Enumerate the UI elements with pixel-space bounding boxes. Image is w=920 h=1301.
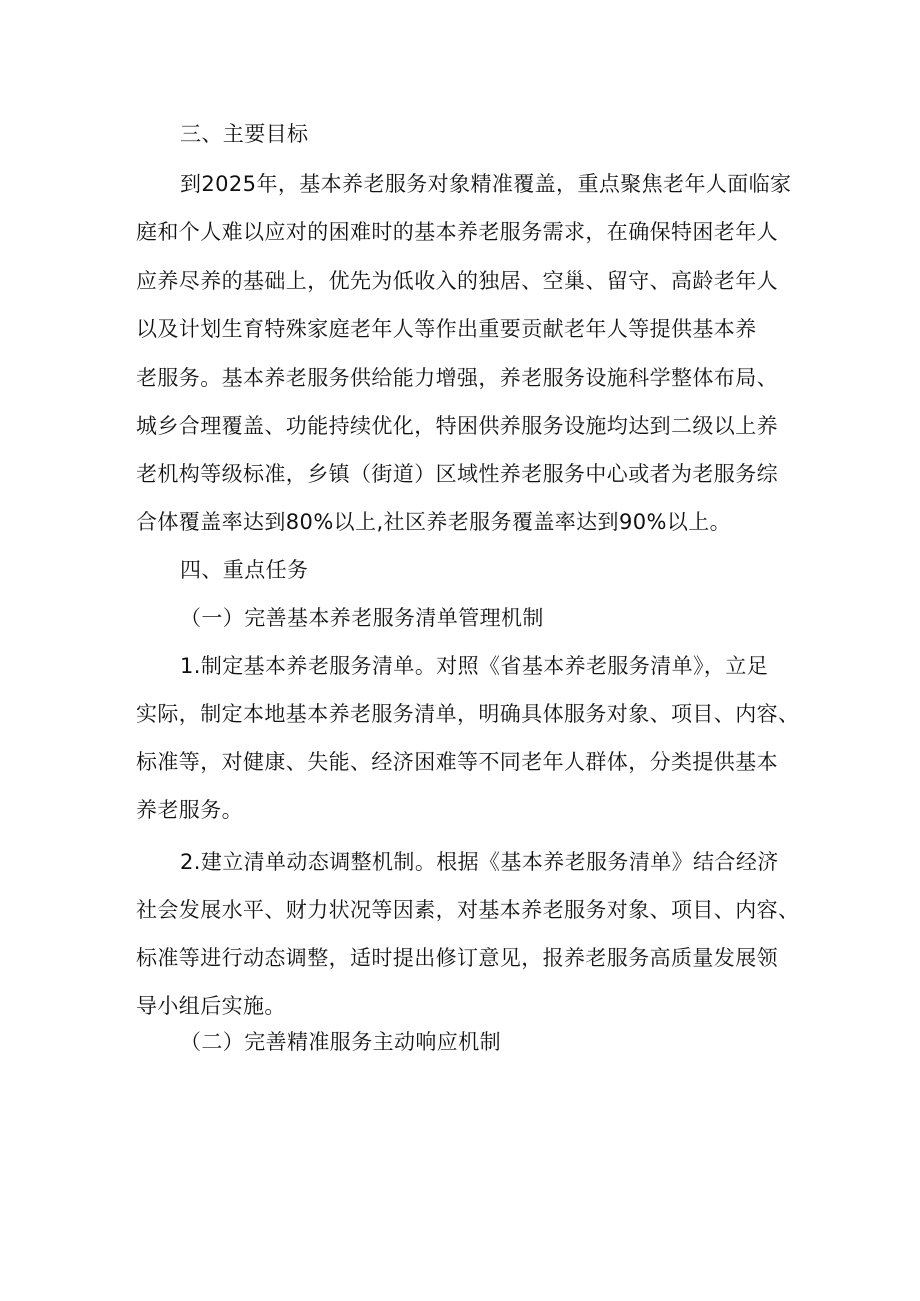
- paragraph-line: 标准等进行动态调整，适时提出修订意见，报养老服务高质量发展领: [136, 946, 778, 970]
- paragraph-line: 2.建立清单动态调整机制。根据《基本养老服务清单》结合经济: [180, 850, 779, 874]
- paragraph-line: 1.制定基本养老服务清单。对照《省基本养老服务清单》，立足: [180, 654, 769, 678]
- paragraph-line: 老机构等级标准，乡镇（街道）区域性养老服务中心或者为老服务综: [136, 462, 778, 486]
- subheading-list-management: （一）完善基本养老服务清单管理机制: [180, 606, 544, 630]
- paragraph-line: 以及计划生育特殊家庭老年人等作出重要贡献老年人等提供基本养: [136, 317, 757, 341]
- subheading-precise-service: （二）完善精准服务主动响应机制: [180, 1030, 501, 1054]
- paragraph-line: 到2025年，基本养老服务对象精准覆盖，重点聚焦老年人面临家: [180, 172, 792, 196]
- heading-key-tasks: 四、重点任务: [180, 558, 309, 582]
- heading-main-goals: 三、主要目标: [180, 122, 309, 146]
- paragraph-line: 导小组后实施。: [136, 994, 286, 1018]
- paragraph-line: 合体覆盖率达到80%以上,社区养老服务覆盖率达到90%以上。: [136, 510, 732, 534]
- paragraph-line: 庭和个人难以应对的困难时的基本养老服务需求，在确保特困老年人: [136, 220, 778, 244]
- paragraph-line: 城乡合理覆盖、功能持续优化，特困供养服务设施均达到二级以上养: [136, 414, 778, 438]
- paragraph-line: 应养尽养的基础上，优先为低收入的独居、空巢、留守、高龄老年人: [136, 269, 778, 293]
- paragraph-line: 社会发展水平、财力状况等因素，对基本养老服务对象、项目、内容、: [136, 898, 800, 922]
- paragraph-line: 标准等，对健康、失能、经济困难等不同老年人群体，分类提供基本: [136, 750, 778, 774]
- paragraph-line: 养老服务。: [136, 798, 243, 822]
- paragraph-line: 老服务。基本养老服务供给能力增强，养老服务设施科学整体布局、: [136, 366, 778, 390]
- paragraph-line: 实际，制定本地基本养老服务清单，明确具体服务对象、项目、内容、: [136, 702, 800, 726]
